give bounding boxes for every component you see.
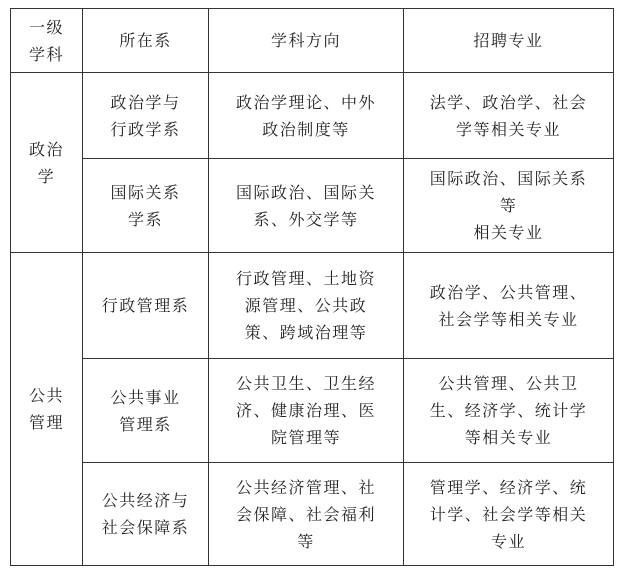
discipline-cell: 公共 管理 [11,253,83,566]
header-row [11,9,614,73]
majors-cell: 法学、政治学、社会 学等相关专业 [404,73,614,159]
table-row [11,463,614,566]
discipline-cell: 政治 学 [11,73,83,253]
department-cell: 公共经济与 社会保障系 [83,463,209,566]
majors-cell: 国际政治、国际关系 等 相关专业 [404,159,614,253]
direction-cell: 公共经济管理、社 会保障、社会福利 等 [209,463,404,566]
header-majors: 招聘专业 [404,9,614,73]
header-direction: 学科方向 [209,9,404,73]
majors-cell: 管理学、经济学、统 计学、社会学等相关 专业 [404,463,614,566]
department-cell: 政治学与 行政学系 [83,73,209,159]
direction-cell: 行政管理、土地资 源管理、公共政 策、跨域治理等 [209,253,404,359]
table-row [11,253,614,359]
recruitment-table [10,8,614,566]
direction-cell: 政治学理论、中外 政治制度等 [209,73,404,159]
department-cell: 国际关系 学系 [83,159,209,253]
header-discipline: 一级 学科 [11,9,83,73]
department-cell: 行政管理系 [83,253,209,359]
direction-cell: 国际政治、国际关 系、外交学等 [209,159,404,253]
direction-cell: 公共卫生、卫生经 济、健康治理、医 院管理等 [209,359,404,463]
table-row [11,159,614,253]
department-cell: 公共事业 管理系 [83,359,209,463]
table-row [11,359,614,463]
header-department: 所在系 [83,9,209,73]
majors-cell: 政治学、公共管理、 社会学等相关专业 [404,253,614,359]
majors-cell: 公共管理、公共卫 生、经济学、统计学 等相关专业 [404,359,614,463]
table-row [11,73,614,159]
